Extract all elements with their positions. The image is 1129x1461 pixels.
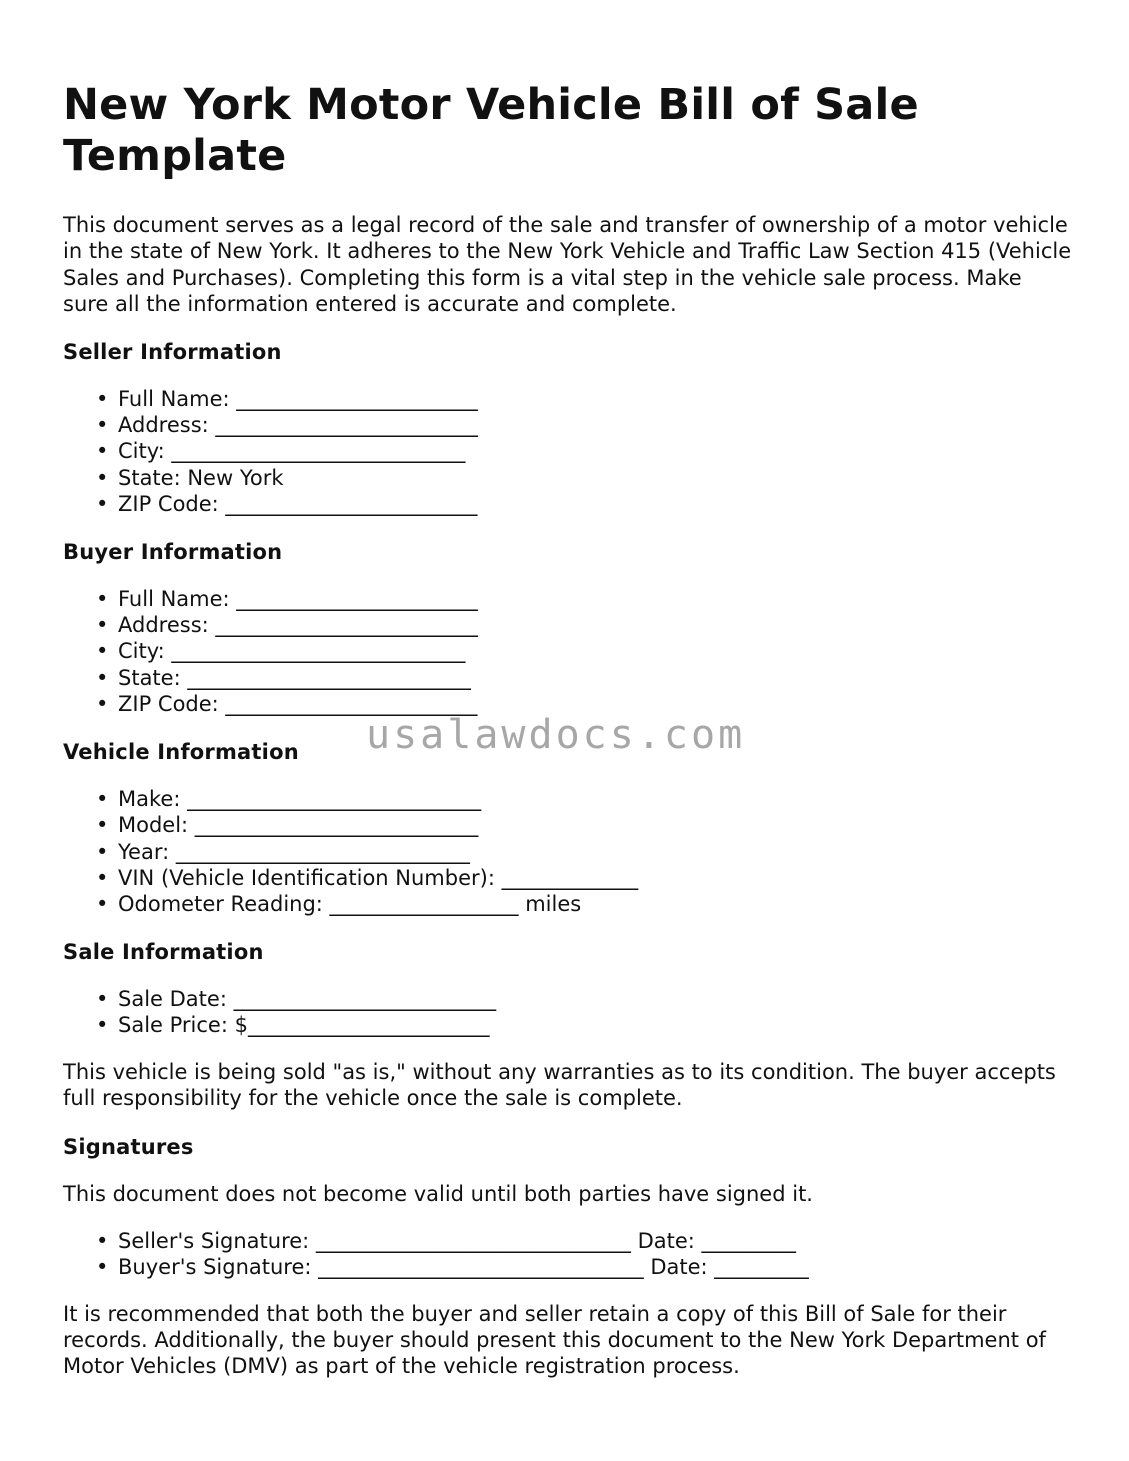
buyer-field-list <box>63 586 1073 718</box>
buyer-signature-field[interactable]: • Buyer's Signature: _______________________________ Date: _________ <box>96 1255 809 1280</box>
buyer-state-field[interactable]: • State: ___________________________ <box>96 665 471 690</box>
seller-address-field[interactable]: • Address: _________________________ <box>96 413 478 438</box>
intro-paragraph: This document serves as a legal record of the sale and transfer of ownership of a motor vehicle in the state of New York. It adheres to the New York Vehicle and Traffic Law Section 415 (Vehicle Sales and Purchases). Completing this form is a vital step in the vehicle sale process. Make sure all the information entered is accurate and complete. <box>63 213 1072 317</box>
vehicle-odometer-field[interactable]: • Odometer Reading: __________________ miles <box>96 892 582 917</box>
seller-zip-field[interactable]: • ZIP Code: ________________________ <box>96 492 478 517</box>
sale-field-list <box>63 986 1073 1039</box>
watermark: usalawdocs.com <box>366 712 746 758</box>
buyer-address-field[interactable]: • Address: _________________________ <box>96 613 478 638</box>
vehicle-model-field[interactable]: • Model: ___________________________ <box>96 813 479 838</box>
seller-signature-field[interactable]: • Seller's Signature: ______________________________ Date: _________ <box>96 1228 797 1253</box>
as-is-paragraph: This vehicle is being sold "as is," without any warranties as to its condition. The buyer accepts full responsibility for the vehicle once the sale is complete. <box>63 1059 1056 1110</box>
seller-city-field[interactable]: • City: ____________________________ <box>96 439 466 464</box>
signature-field-list <box>63 1228 1073 1281</box>
document-title: New York Motor Vehicle Bill of Sale Template <box>63 80 919 181</box>
signatures-section-heading: Signatures <box>63 1135 194 1160</box>
closing-paragraph: It is recommended that both the buyer and seller retain a copy of this Bill of Sale for their records. Additionally, the buyer should present this document to the New York Department of Motor Vehicles (DMV) as part of the vehicle registration process. <box>63 1301 1046 1379</box>
seller-full-name-field[interactable]: • Full Name: _______________________ <box>96 386 478 411</box>
vehicle-field-list <box>63 786 1073 918</box>
vehicle-section-heading: Vehicle Information <box>63 739 299 764</box>
seller-state-field: • State: New York <box>96 465 284 490</box>
buyer-zip-field[interactable]: • ZIP Code: ________________________ <box>96 692 478 717</box>
buyer-full-name-field[interactable]: • Full Name: _______________________ <box>96 586 478 611</box>
seller-field-list <box>63 386 1073 518</box>
vehicle-year-field[interactable]: • Year: ____________________________ <box>96 839 470 864</box>
sale-price-field[interactable]: • Sale Price: $_______________________ <box>96 1013 490 1038</box>
seller-section-heading: Seller Information <box>63 339 282 364</box>
buyer-section-heading: Buyer Information <box>63 539 283 564</box>
sale-section-heading: Sale Information <box>63 939 264 964</box>
sale-date-field[interactable]: • Sale Date: _________________________ <box>96 986 497 1011</box>
vehicle-make-field[interactable]: • Make: ____________________________ <box>96 786 482 811</box>
vehicle-vin-field[interactable]: • VIN (Vehicle Identification Number): _____________ <box>96 865 639 890</box>
buyer-city-field[interactable]: • City: ____________________________ <box>96 639 466 664</box>
signatures-note: This document does not become valid until both parties have signed it. <box>63 1182 813 1207</box>
